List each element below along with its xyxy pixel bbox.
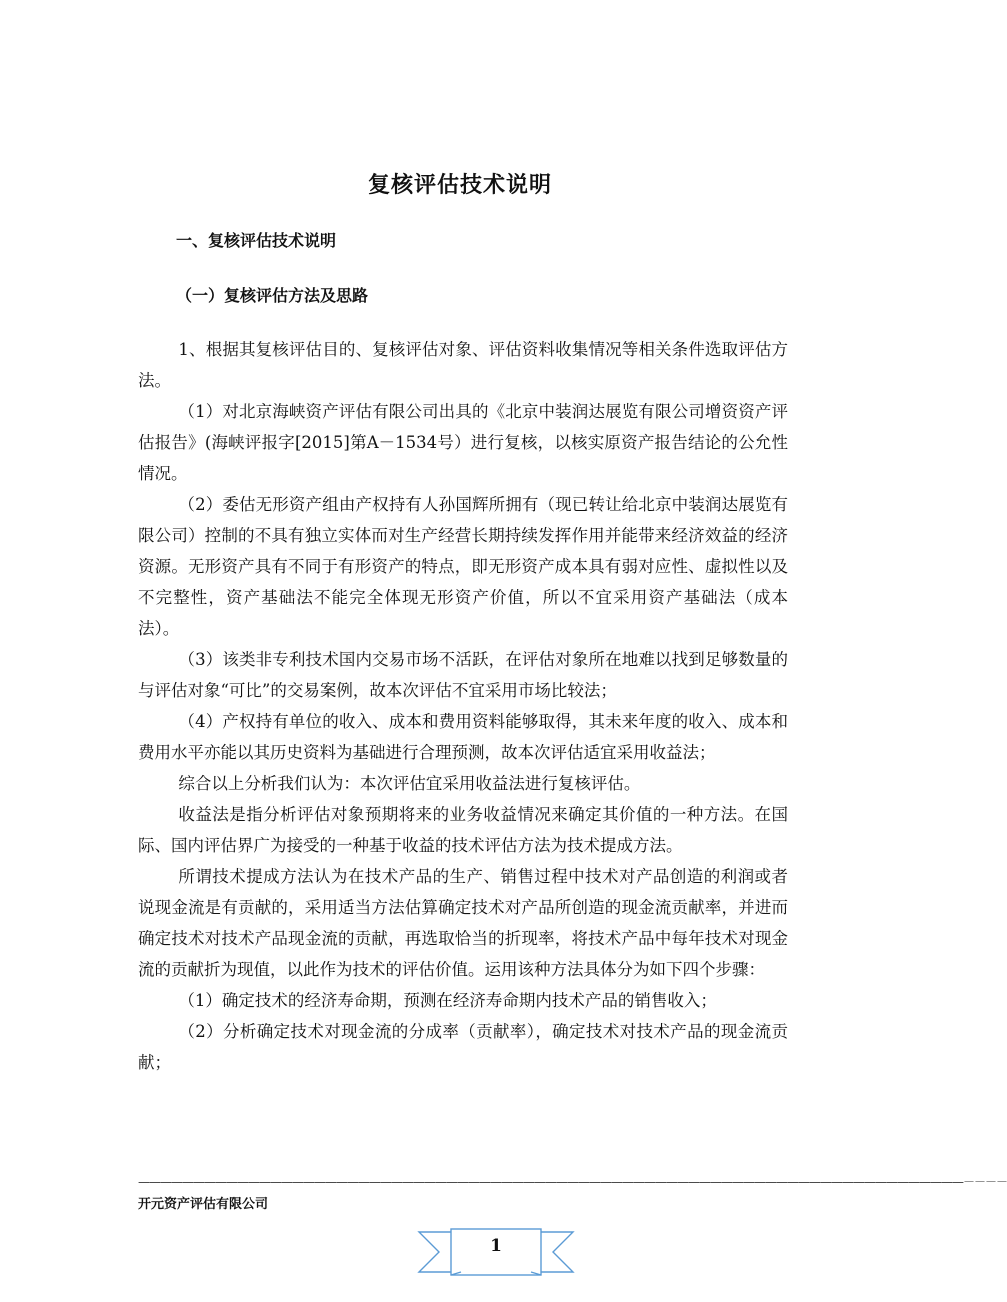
footer-separator: ———————————————————————————————————————————————————————————————————————————－－－－ xyxy=(138,1175,1007,1189)
paragraph: （3）该类非专利技术国内交易市场不活跃，在评估对象所在地难以找到足够数量的与评估对象“可比”的交易案例，故本次评估不宜采用市场比较法； xyxy=(138,650,788,700)
page-number: 1 xyxy=(490,1236,502,1256)
document-title: 复核评估技术说明 xyxy=(367,173,552,198)
document-body xyxy=(138,334,788,1078)
paragraph: （2）分析确定技术对现金流的分成率（贡献率），确定技术对技术产品的现金流贡献； xyxy=(138,1022,788,1072)
page-number-badge xyxy=(415,1226,577,1278)
paragraph: （1）对北京海峡资产评估有限公司出具的《北京中装润达展览有限公司增资资产评估报告》(海峡评报字[2015]第A－1534号）进行复核，以核实原资产报告结论的公允性情况。 xyxy=(138,402,788,483)
paragraph: （1）确定技术的经济寿命期，预测在经济寿命期内技术产品的销售收入； xyxy=(178,991,717,1010)
section-heading: 一、复核评估技术说明 xyxy=(176,231,337,250)
paragraph: （2）委估无形资产组由产权持有人孙国辉所拥有（现已转让给北京中装润达展览有限公司）控制的不具有独立实体而对生产经营长期持续发挥作用并能带来经济效益的经济资源。无形资产具有不同于有形资产的特点，即无形资产成本具有弱对应性、虚拟性以及不完整性，资产基础法不能完全体现无形资产价值，所以不宜采用资产基础法（成本法）。 xyxy=(138,495,788,638)
subsection-heading: （一）复核评估方法及思路 xyxy=(176,286,369,305)
paragraph: （4）产权持有单位的收入、成本和费用资料能够取得，其未来年度的收入、成本和费用水平亦能以其历史资料为基础进行合理预测，故本次评估适宜采用收益法； xyxy=(138,712,788,762)
paragraph: 1、根据其复核评估目的、复核评估对象、评估资料收集情况等相关条件选取评估方法。 xyxy=(138,340,788,390)
paragraph: 收益法是指分析评估对象预期将来的业务收益情况来确定其价值的一种方法。在国际、国内评估界广为接受的一种基于收益的技术评估方法为技术提成方法。 xyxy=(138,805,788,855)
paragraph: 所谓技术提成方法认为在技术产品的生产、销售过程中技术对产品创造的利润或者说现金流是有贡献的，采用适当方法估算确定技术对产品所创造的现金流贡献率，并进而确定技术对技术产品现金流的贡献，再选取恰当的折现率，将技术产品中每年技术对现金流的贡献折为现值，以此作为技术的评估价值。运用该种方法具体分为如下四个步骤： xyxy=(138,867,788,979)
footer-company: 开元资产评估有限公司 xyxy=(138,1197,269,1212)
paragraph: 综合以上分析我们认为：本次评估宜采用收益法进行复核评估。 xyxy=(178,774,641,793)
